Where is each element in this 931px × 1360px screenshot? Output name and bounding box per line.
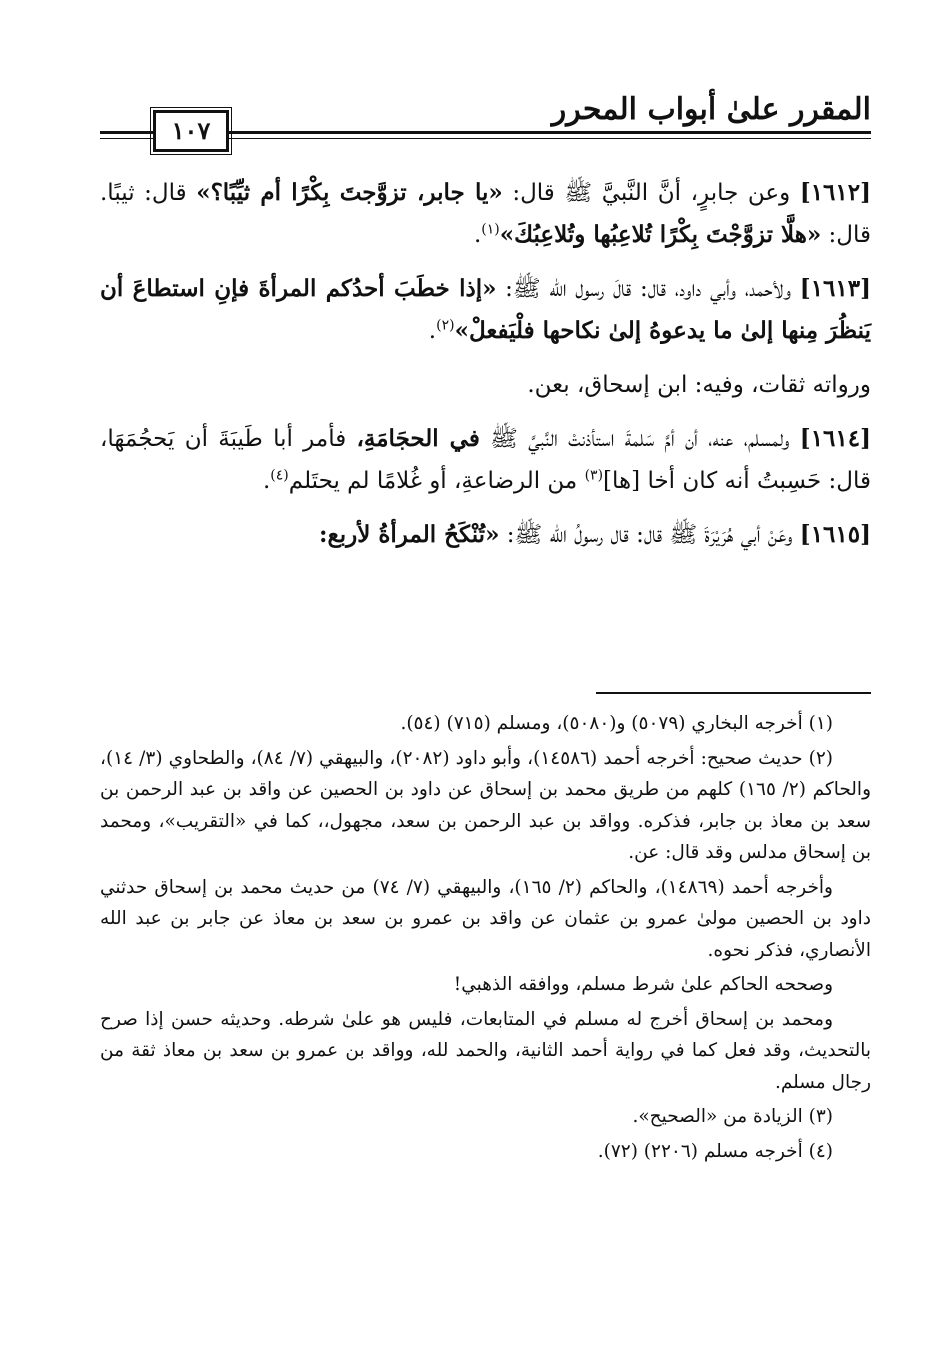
hadith-text: .: [262, 468, 271, 494]
hadith-1615: [100, 514, 871, 556]
footnote-ref: (٢): [436, 317, 455, 334]
main-text: [100, 172, 871, 568]
hadith-quote: «إذا خطَبَ أحدُكم المرأةَ فإنِ استطاعَ أن يَنظُرَ مِنها إلىٰ ما يدعوهُ إلىٰ نكاحها فلْيَفعلْ»: [100, 275, 871, 344]
hadith-text: وعَنْ أبي هُرَيْرَةَ ﷺ قال: قال رسولُ الله ﷺ:: [499, 522, 800, 548]
footnote-2-cont: ومحمد بن إسحاق أخرج له مسلم في المتابعات، فليس هو علىٰ شرطه. وحديثه حسن إذا صرح بالتحديث، وقد فعل كما في رواية أحمد الثانية، والحمد لله، وواقد بن عمرو بن سعد بن معاذ ثقة من رجال مسلم.: [100, 1008, 871, 1093]
page-header: [100, 90, 871, 150]
footnote-ref: (٤): [270, 467, 289, 484]
hadith-text: ولأحمد، وأبي داود، قال: قالَ رسول الله ﷺ:: [496, 276, 800, 302]
footnote-separator: [596, 692, 871, 694]
hadith-quote: «هلَّا تزوَّجْتَ بِكْرًا تُلاعِبُها وتُلاعِبُكَ»: [499, 221, 822, 248]
hadith-1612: [100, 172, 871, 256]
hadith-number: [١٦١٢]: [799, 179, 872, 206]
narrators-note: ورواته ثقات، وفيه: ابن إسحاق، بعن.: [527, 372, 871, 398]
hadith-quote: «يا جابر، تزوَّجتَ بِكْرًا أم ثيِّبًا؟»: [196, 179, 503, 206]
footnote-1: (١) أخرجه البخاري (٥٠٧٩) و(٥٠٨٠)، ومسلم (٧١٥) (٥٤).: [400, 713, 833, 734]
hadith-text: قال: ثيبًا. قال:: [100, 180, 871, 248]
hadith-number: [١٦١٥]: [799, 521, 871, 548]
hadith-text: من الرضاعةِ، أو غُلامًا لم يحتَلم: [288, 468, 585, 494]
running-title: المقرر علىٰ أبواب المحرر: [551, 92, 871, 127]
hadith-1614: [100, 418, 871, 502]
footnote-4: (٤) أخرجه مسلم (٢٢٠٦) (٧٢).: [597, 1140, 833, 1162]
hadith-text: فأمر أبا طَيبَةَ أن يَحجُمَهَا، قال: حَسِبتُ أنه كان أخا [ها]: [100, 426, 871, 494]
hadith-quote: في الحجَامَةِ،: [356, 425, 480, 452]
hadith-1613: [100, 268, 871, 352]
footnote-3: (٣) الزيادة من «الصحيح».: [632, 1106, 833, 1127]
footnote-2: (٢) حديث صحيح: أخرجه أحمد (١٤٥٨٦)، وأبو داود (٢٠٨٢)، والبيهقي (٧/ ٨٤)، والطحاوي (٣/ ١٤)، والحاكم (٢/ ١٦٥) كلهم من طريق محمد بن إسحاق عن داود بن الحصين عن واقد بن عبد الرحمن بن سعد بن معاذ بن جابر، فذكره. وواقد بن عبد الرحمن بن سعد، مجهول،، كما في «التقريب»، ومحمد بن إسحاق مدلس وقد قال: عن.: [100, 747, 871, 863]
hadith-number: [١٦١٣]: [799, 275, 871, 302]
hadith-text: ولمسلم، عنه، أن أمَّ سَلمةَ استأذنتْ النَّبيَّ ﷺ: [479, 426, 800, 452]
footnote-2-cont: وصححه الحاكم علىٰ شرط مسلم، ووافقه الذهبي!: [453, 974, 833, 995]
footnotes: [100, 708, 871, 1170]
footnote-ref: (٣): [584, 467, 604, 484]
hadith-number: [١٦١٤]: [799, 425, 871, 452]
hadith-text: .: [428, 318, 437, 344]
hadith-quote: «تُنْكَحُ المرأةُ لأربع:: [318, 521, 500, 548]
footnote-ref: (١): [481, 221, 500, 238]
hadith-text: .: [473, 222, 482, 248]
page-number: ١٠٧: [153, 110, 229, 152]
hadith-text: وعن جابرٍ، أنَّ النَّبيَّ ﷺ قال:: [502, 180, 800, 206]
footnote-2-cont: وأخرجه أحمد (١٤٨٦٩)، والحاكم (٢/ ١٦٥)، والبيهقي (٧/ ٧٤) من حديث محمد بن إسحاق حدثني داود بن الحصين مولىٰ عمرو بن عثمان عن واقد بن عمرو بن سعد بن معاذ عن جابر بن عبد الله الأنصاري، فذكر نحوه.: [100, 876, 871, 961]
